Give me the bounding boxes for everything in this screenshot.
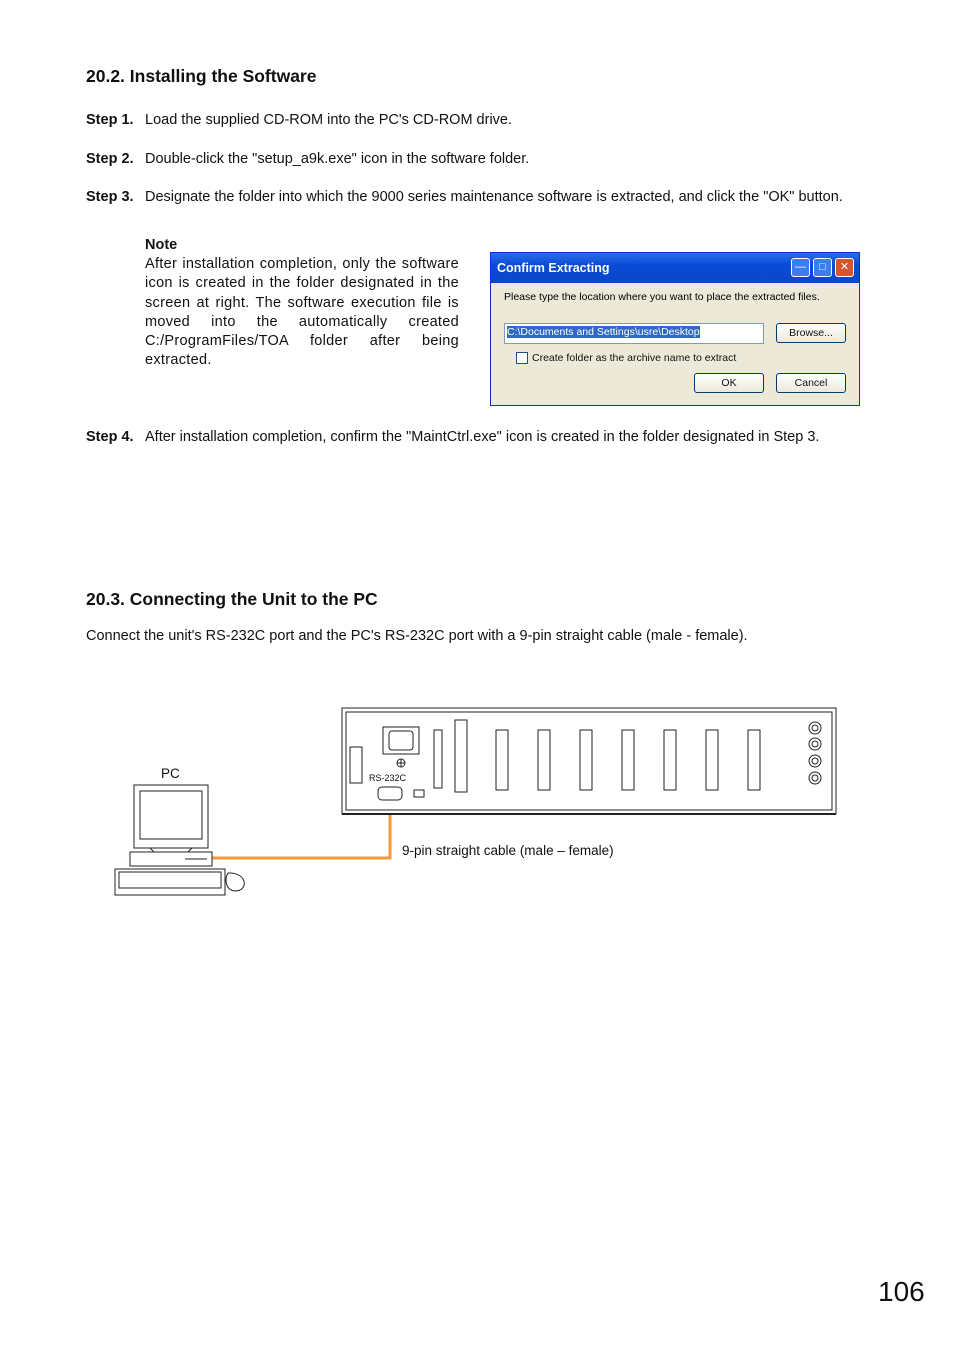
connection-paragraph: Connect the unit's RS-232C port and the PC's RS-232C port with a 9-pin straight cable (male - female). (86, 628, 748, 644)
dialog-message: Please type the location where you want to place the extracted files. (504, 291, 820, 303)
step-label: Step 4. (86, 429, 134, 445)
confirm-extracting-dialog (490, 252, 860, 406)
section-heading-connecting: 20.3. Connecting the Unit to the PC (86, 589, 378, 609)
section-heading-installing: 20.2. Installing the Software (86, 66, 317, 86)
step-3 (86, 188, 868, 207)
connection-diagram (0, 690, 954, 910)
step-4 (86, 428, 868, 447)
unit-rear-panel (342, 708, 836, 814)
rs232c-port-label: RS-232C (369, 773, 407, 783)
cancel-button[interactable]: Cancel (776, 373, 846, 393)
note-body: After installation completion, only the software icon is created in the folder designated in the screen at right. The software execution file is moved into the automatically created C:/ProgramFiles/TOA folder after being extracted. (145, 256, 459, 369)
extract-path-value: C:\Documents and Settings\usre\Desktop (507, 326, 700, 338)
dialog-title: Confirm Extracting (497, 261, 610, 275)
pc-illustration (115, 785, 244, 895)
maximize-icon[interactable]: □ (813, 258, 832, 277)
step-text: Double-click the "setup_a9k.exe" icon in the software folder. (145, 151, 530, 167)
cable-label: 9-pin straight cable (male – female) (402, 843, 614, 858)
note-title: Note (145, 237, 178, 253)
minimize-icon[interactable]: — (791, 258, 810, 277)
page-number: 106 (878, 1276, 925, 1307)
step-label: Step 1. (86, 112, 134, 128)
extract-path-input[interactable] (504, 323, 764, 344)
step-text: After installation completion, confirm the "MaintCtrl.exe" icon is created in the folder designated in Step 3. (145, 429, 820, 445)
create-folder-label[interactable]: Create folder as the archive name to extract (532, 352, 737, 364)
note-box (145, 236, 459, 370)
close-icon[interactable]: ✕ (835, 258, 854, 277)
pc-label: PC (161, 766, 180, 781)
step-label: Step 3. (86, 189, 134, 205)
step-2 (86, 150, 868, 169)
browse-button[interactable]: Browse... (776, 323, 846, 343)
step-text: Load the supplied CD-ROM into the PC's CD-ROM drive. (145, 112, 513, 128)
step-1 (86, 111, 868, 130)
step-label: Step 2. (86, 151, 134, 167)
ok-button[interactable]: OK (694, 373, 764, 393)
dialog-title-bar[interactable] (491, 253, 859, 283)
step-text: Designate the folder into which the 9000 series maintenance software is extracted, and click the "OK" button. (145, 189, 843, 205)
create-folder-checkbox[interactable] (516, 352, 528, 364)
